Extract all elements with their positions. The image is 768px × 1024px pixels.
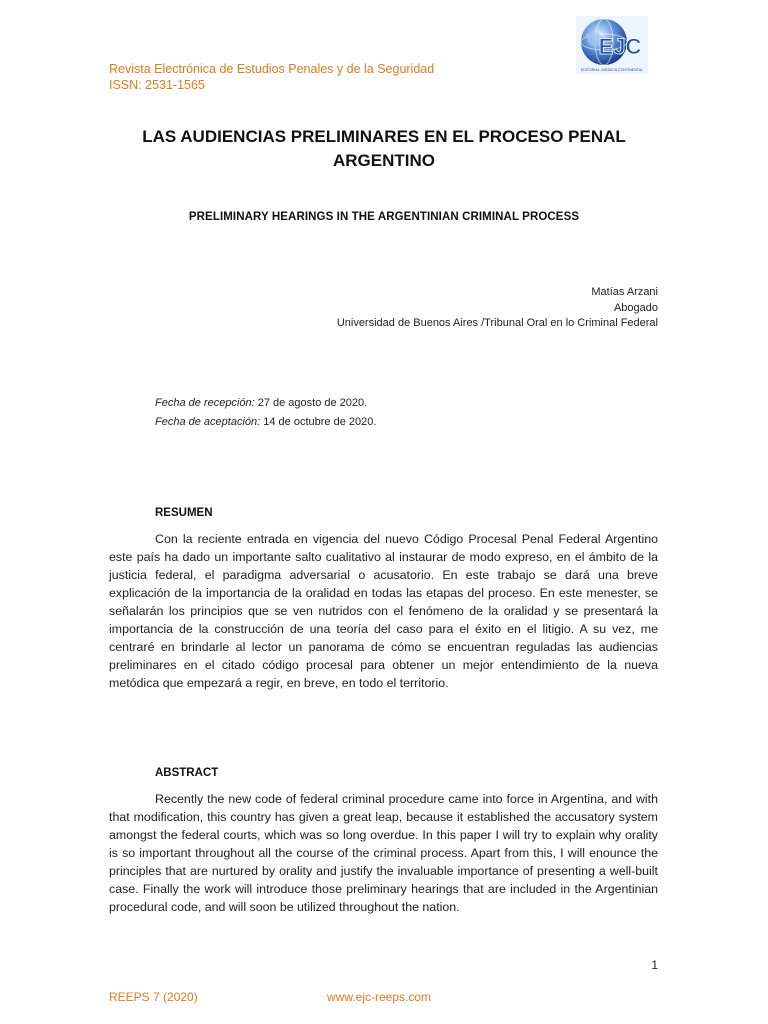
dates-block [155, 394, 376, 431]
abstract-heading: ABSTRACT [155, 767, 219, 779]
author-name: Matías Arzani [591, 286, 658, 298]
journal-issn: ISSN: 2531-1565 [109, 78, 205, 92]
received-label: Fecha de recepción: [155, 397, 255, 409]
footer-journal: REEPS 7 (2020) [109, 990, 198, 1004]
logo-text: EJC [598, 34, 642, 59]
resumen-heading: RESUMEN [155, 507, 213, 519]
logo-subtext: EDITORIAL JURIDICA CONTINENTAL [580, 68, 644, 72]
article-subtitle: PRELIMINARY HEARINGS IN THE ARGENTINIAN CRIMINAL PROCESS [188, 211, 580, 223]
author-affiliation: Universidad de Buenos Aires /Tribunal Oral en lo Criminal Federal [336, 317, 658, 329]
author-role: Abogado [613, 301, 658, 314]
globe-icon [576, 16, 648, 74]
accepted-value: 14 de octubre de 2020. [260, 415, 377, 428]
author-block [337, 285, 658, 332]
article-title: LAS AUDIENCIAS PRELIMINARES EN EL PROCESO PENAL ARGENTINO [142, 127, 626, 170]
page-number: 1 [651, 958, 658, 972]
resumen-text: Con la reciente entrada en vigencia del nuevo Código Procesal Penal Federal Argentino este país ha dado un importante salto cualitativo al instaurar de modo expreso, en el ámbito de la justicia federal, el paradigma adversarial o acusatorio. En este trabajo se dará una breve explicación de la importancia de la oralidad en todas las etapas del proceso. En este menester, se señalarán los principios que se ven nutridos con el fenómeno de la oralidad y se presentará la importancia de la construcción de una teoría del caso para el éxito en el litigio. A su vez, me centraré en brindarle al lector un panorama de cómo se encuentran reguladas las audiencias preliminares en el citado código procesal para obtener un mejor entendimiento de la nueva metódica que empezará a regir, en breve, en todo el territorio. [109, 532, 658, 690]
abstract-text: Recently the new code of federal criminal procedure came into force in Argentina, and with that modification, this country has given a great leap, because it established the accusatory system amongst the federal courts, which was so long overdue. In this paper I will try to explain why orality is so important throughout all the course of the criminal process. Apart from this, I will enounce the principles that are nurtured by orality and justify the invaluable importance of presenting a well-built case. Finally the work will introduce those preliminary hearings that are included in the Argentinian procedural code, and will soon be utilized throughout the nation. [109, 792, 658, 914]
accepted-date [155, 413, 376, 432]
journal-name: Revista Electrónica de Estudios Penales y de la Seguridad [109, 62, 435, 76]
footer-url[interactable]: www.ejc-reeps.com [327, 990, 432, 1004]
journal-header [109, 61, 434, 93]
ejc-logo [576, 16, 648, 74]
received-value: 27 de agosto de 2020. [254, 397, 368, 409]
received-date [155, 394, 376, 413]
accepted-label: Fecha de aceptación: [155, 415, 261, 428]
